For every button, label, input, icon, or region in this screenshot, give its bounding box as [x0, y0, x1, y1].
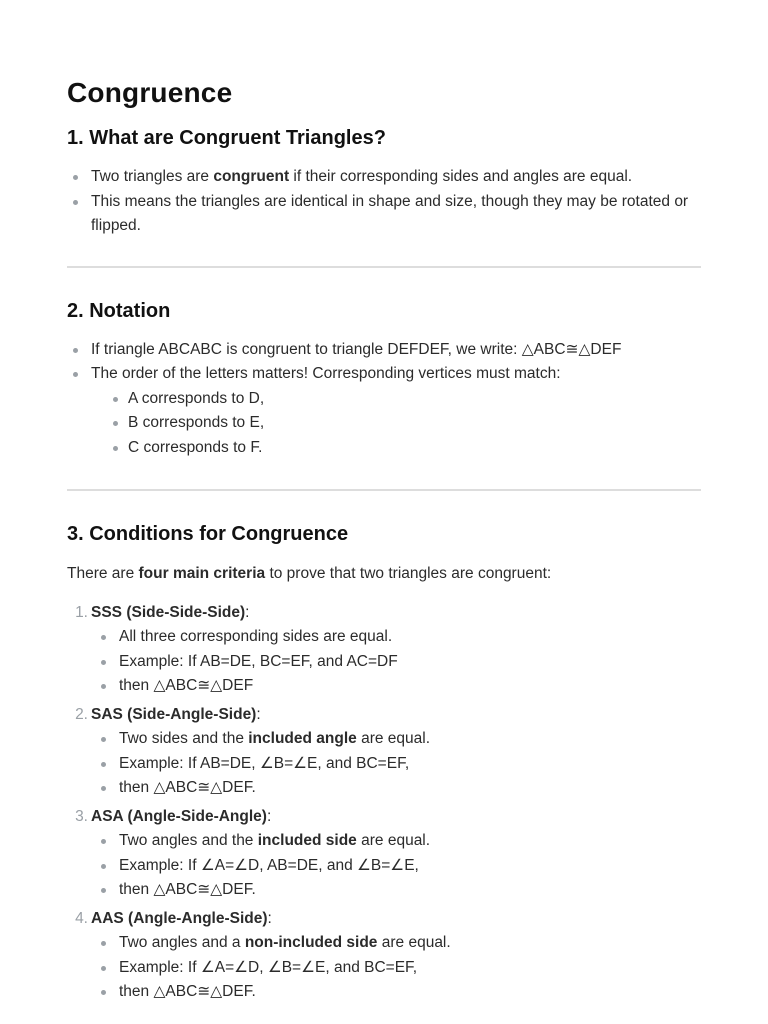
list-item [67, 362, 701, 460]
bullet-icon [101, 762, 106, 767]
bullet-icon [101, 888, 106, 893]
criterion-aas [67, 907, 701, 1005]
list-item [91, 980, 701, 1005]
list-item [91, 854, 701, 879]
section-3-intro: There are four main criteria to prove that two triangles are congruent: [67, 565, 552, 582]
list-item-text: Example: If ∠A=∠D, ∠B=∠E, and BC=EF, [119, 958, 418, 976]
list-item [67, 165, 701, 190]
criterion-sas [67, 703, 701, 801]
bullet-icon [101, 966, 106, 971]
list-item [91, 411, 701, 436]
list-item-text: This means the triangles are identical in shape and size, though they may be rotated or flipped. [91, 192, 689, 234]
criterion-sss [67, 601, 701, 699]
bullet-icon [113, 397, 118, 402]
list-item-text: Two angles and the included side are equal. [119, 832, 431, 849]
section-2-list [67, 338, 701, 461]
bullet-icon [101, 864, 106, 869]
list-item [91, 625, 701, 650]
criterion-asa [67, 805, 701, 903]
criterion-points [91, 829, 701, 903]
list-item-text: Two triangles are congruent if their corresponding sides and angles are equal. [91, 168, 633, 185]
list-item-text: Example: If AB=DE, ∠B=∠E, and BC=EF, [119, 754, 410, 772]
list-item-text: All three corresponding sides are equal. [119, 628, 393, 645]
bullet-icon [113, 446, 118, 451]
section-2-heading: 2. Notation [67, 299, 171, 322]
list-number: 1. [75, 603, 88, 621]
bullet-icon [101, 660, 106, 665]
bullet-icon [101, 635, 106, 640]
bullet-icon [101, 990, 106, 995]
bullet-icon [101, 941, 106, 946]
section-1-heading: 1. What are Congruent Triangles? [67, 127, 386, 149]
list-item [91, 674, 701, 699]
criterion-points [91, 625, 701, 699]
list-number: 4. [75, 909, 88, 927]
list-item-text: If triangle ABCABC is congruent to triangle DEFDEF, we write: △ABC≅△DEF [91, 340, 622, 358]
list-item [91, 436, 701, 461]
list-item-text: Example: If AB=DE, BC=EF, and AC=DF [119, 652, 398, 670]
list-item-text: B corresponds to E, [128, 414, 265, 431]
list-number: 3. [75, 807, 88, 825]
list-item [91, 752, 701, 777]
section-divider [67, 489, 701, 491]
list-item [67, 190, 701, 239]
list-item [67, 338, 701, 363]
list-item-text: Two sides and the included angle are equal. [119, 730, 431, 747]
list-item-text: C corresponds to F. [128, 438, 263, 456]
bullet-icon [101, 839, 106, 844]
list-number: 2. [75, 705, 88, 723]
bullet-icon [73, 200, 78, 205]
criterion-title: SSS (Side-Side-Side): [91, 603, 250, 621]
list-item [91, 776, 701, 801]
list-item [91, 878, 701, 903]
bullet-icon [113, 421, 118, 426]
bullet-icon [73, 372, 78, 377]
list-item-text: then △ABC≅△DEF. [119, 779, 256, 796]
bullet-icon [101, 737, 106, 742]
list-item-text: Example: If ∠A=∠D, AB=DE, and ∠B=∠E, [119, 856, 419, 874]
list-item [91, 727, 701, 752]
list-item-text: A corresponds to D, [128, 389, 265, 407]
page-title: Congruence [67, 77, 233, 108]
list-item-text: then △ABC≅△DEF. [119, 881, 256, 898]
list-item [91, 387, 701, 412]
list-item [91, 931, 701, 956]
list-item [91, 956, 701, 981]
section-1-list [67, 165, 701, 239]
list-item [91, 829, 701, 854]
list-item-text: then △ABC≅△DEF [119, 677, 254, 694]
section-2-sublist [91, 387, 701, 461]
criteria-list [67, 601, 701, 1005]
list-item-text: Two angles and a non-included side are equal. [119, 934, 451, 951]
bullet-icon [101, 786, 106, 791]
list-item-text: then △ABC≅△DEF. [119, 983, 256, 1000]
criterion-title: ASA (Angle-Side-Angle): [91, 807, 272, 825]
section-divider [67, 266, 701, 268]
bullet-icon [73, 348, 78, 353]
criterion-title: AAS (Angle-Angle-Side): [91, 909, 272, 927]
bullet-icon [73, 175, 78, 180]
criterion-points [91, 727, 701, 801]
bullet-icon [101, 684, 106, 689]
list-item-text: The order of the letters matters! Corresponding vertices must match: [91, 365, 561, 382]
criterion-points [91, 931, 701, 1005]
list-item [91, 650, 701, 675]
criterion-title: SAS (Side-Angle-Side): [91, 705, 261, 723]
section-3-heading: 3. Conditions for Congruence [67, 523, 349, 545]
